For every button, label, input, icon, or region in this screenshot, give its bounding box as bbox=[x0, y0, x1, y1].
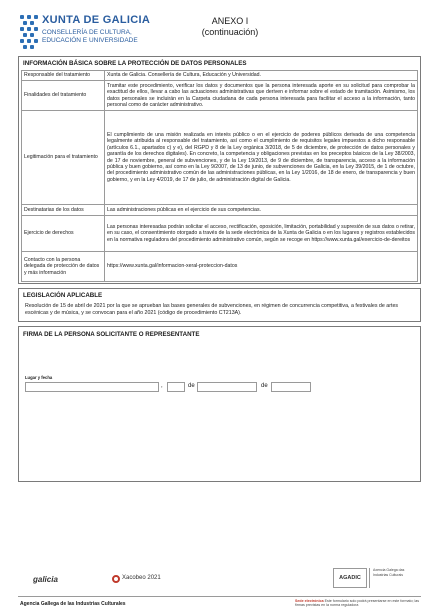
place-date-label: Lugar y fecha bbox=[25, 375, 53, 380]
table-row bbox=[22, 216, 418, 252]
row-value: Las administraciones públicas en el ejercicio de sus competencias. bbox=[105, 205, 418, 216]
annex-heading bbox=[180, 16, 280, 38]
row-value: https://www.xunta.gal/informacion-xeral-proteccion-datos bbox=[105, 252, 418, 282]
row-value: Tramitar este procedimiento, verificar los datos y documentos que la persona interesada aporte en su solicitud para comprobar la exactitud de ellos, llevar a cabo las actuaciones administrativas que deriven e informar sobre el estado de tramitación. Asimismo, los datos personales se incluirán en la Carpeta ciudadana de cada persona interesada para facilitar el acceso a la información, tanto personal como de carácter administrativo. bbox=[105, 81, 418, 111]
footer-divider bbox=[18, 596, 421, 597]
xunta-logo bbox=[20, 12, 200, 56]
signature-section bbox=[18, 326, 421, 482]
de-separator-1: de bbox=[188, 383, 195, 389]
row-label: Contacto con la persona delegada de protección de datos y más información bbox=[22, 252, 105, 282]
sede-text: Este formulario solo podrá presentarse en este formato; las firmas previstas en la norma reguladora bbox=[295, 599, 420, 608]
row-label: Destinatarias de los datos bbox=[22, 205, 105, 216]
table-row bbox=[22, 111, 418, 205]
agency-name: Agencia Gallega de las Industrias Culturales bbox=[20, 601, 126, 607]
agadic-logo: AGADIC bbox=[333, 568, 367, 588]
org-title: XUNTA DE GALICIA bbox=[42, 14, 151, 26]
sede-notice bbox=[295, 599, 421, 608]
data-protection-table bbox=[21, 70, 418, 282]
sede-brand: Sede electrónica bbox=[295, 599, 324, 603]
row-value: El cumplimiento de una misión realizada en interés público o en el ejercicio de poderes públicos derivada de una competencia legalmente atribuida al responsable del tratamiento, así como el cumplimiento de requisitos legales impuestos a dicho responsable (artículos 6.1., apartados c) y e), del RGPD y 8 de la Ley orgánica 3/2018, de 5 de diciembre, de protección de datos personales y garantía de los derechos digitales). En concreto, la competencia y obligaciones previstas en los preceptos básicos de la Ley 38/2003, de 17 de noviembre, general de subvenciones, y de la Ley 19/2013, de 9 de diciembre, de transparencia, acceso a la información pública y buen gobierno, así como en la Ley 9/2007, de 13 de junio, de subvenciones de Galicia, en la Ley 39/2015, de 1 de octubre, del procedimiento administrativo común de las administraciones públicas, en la Ley 1/2016, de 18 de enero, de transparencia y buen gobierno, y en la Ley 4/2019, de 17 de julio, de administración digital de Galicia. bbox=[105, 111, 418, 205]
org-subtitle bbox=[42, 29, 138, 45]
legislation-title: LEGISLACIÓN APLICABLE bbox=[23, 292, 103, 299]
table-row bbox=[22, 252, 418, 282]
place-field[interactable] bbox=[25, 382, 159, 392]
row-label: Legitimación para el tratamiento bbox=[22, 111, 105, 205]
row-value: Xunta de Galicia. Consellería de Cultura, Educación y Universidad. bbox=[105, 71, 418, 81]
agadic-side-text: Axencia Galega das Industrias Culturais bbox=[369, 568, 419, 588]
table-row bbox=[22, 81, 418, 111]
row-label: Finalidades del tratamiento bbox=[22, 81, 105, 111]
data-protection-section bbox=[18, 56, 421, 284]
galicia-logo: galicia bbox=[33, 575, 58, 584]
day-field[interactable] bbox=[167, 382, 185, 392]
table-row bbox=[22, 205, 418, 216]
annex-subtitle: (continuación) bbox=[201, 27, 259, 37]
xunta-emblem-icon bbox=[20, 15, 38, 53]
year-field[interactable] bbox=[271, 382, 311, 392]
org-subtitle-line-2: EDUCACIÓN E UNIVERSIDADE bbox=[42, 37, 138, 44]
org-subtitle-line-1: CONSELLERÍA DE CULTURA, bbox=[42, 29, 132, 36]
annex-title: ANEXO I bbox=[211, 16, 249, 26]
legislation-text: Resolución de 15 de abril de 2021 por la que se aprueban las bases generales de subvenciones, en régimen de concurrencia competitiva, a festivales de artes escénicas y de música, y se convocan para el año 2021 (código de procedimiento CT213A). bbox=[25, 303, 399, 316]
legislation-section bbox=[18, 288, 421, 322]
row-label: Ejercicio de derechos bbox=[22, 216, 105, 252]
row-value: Las personas interesadas podrán solicitar el acceso, rectificación, oposición, limitación, portabilidad y supresión de sus datos o retirar, en su caso, el consentimiento otorgado a través de la sede electrónica de la Xunta de Galicia o en los lugares y registros establecidos en la normativa reguladora del procedimiento administrativo común, según se recoge en https://www.xunta.gal/exercicio-de-dereitos bbox=[105, 216, 418, 252]
signature-title: FIRMA DE LA PERSONA SOLICITANTE O REPRESENTANTE bbox=[23, 331, 200, 338]
row-label: Responsable del tratamiento bbox=[22, 71, 105, 81]
table-row bbox=[22, 71, 418, 81]
de-separator-2: de bbox=[261, 383, 268, 389]
comma-separator: , bbox=[161, 383, 163, 389]
data-protection-title: INFORMACIÓN BÁSICA SOBRE LA PROTECCIÓN DE DATOS PERSONALES bbox=[23, 60, 247, 67]
xacobeo-icon bbox=[112, 575, 120, 583]
xacobeo-logo: Xacobeo 2021 bbox=[122, 575, 161, 581]
month-field[interactable] bbox=[197, 382, 257, 392]
